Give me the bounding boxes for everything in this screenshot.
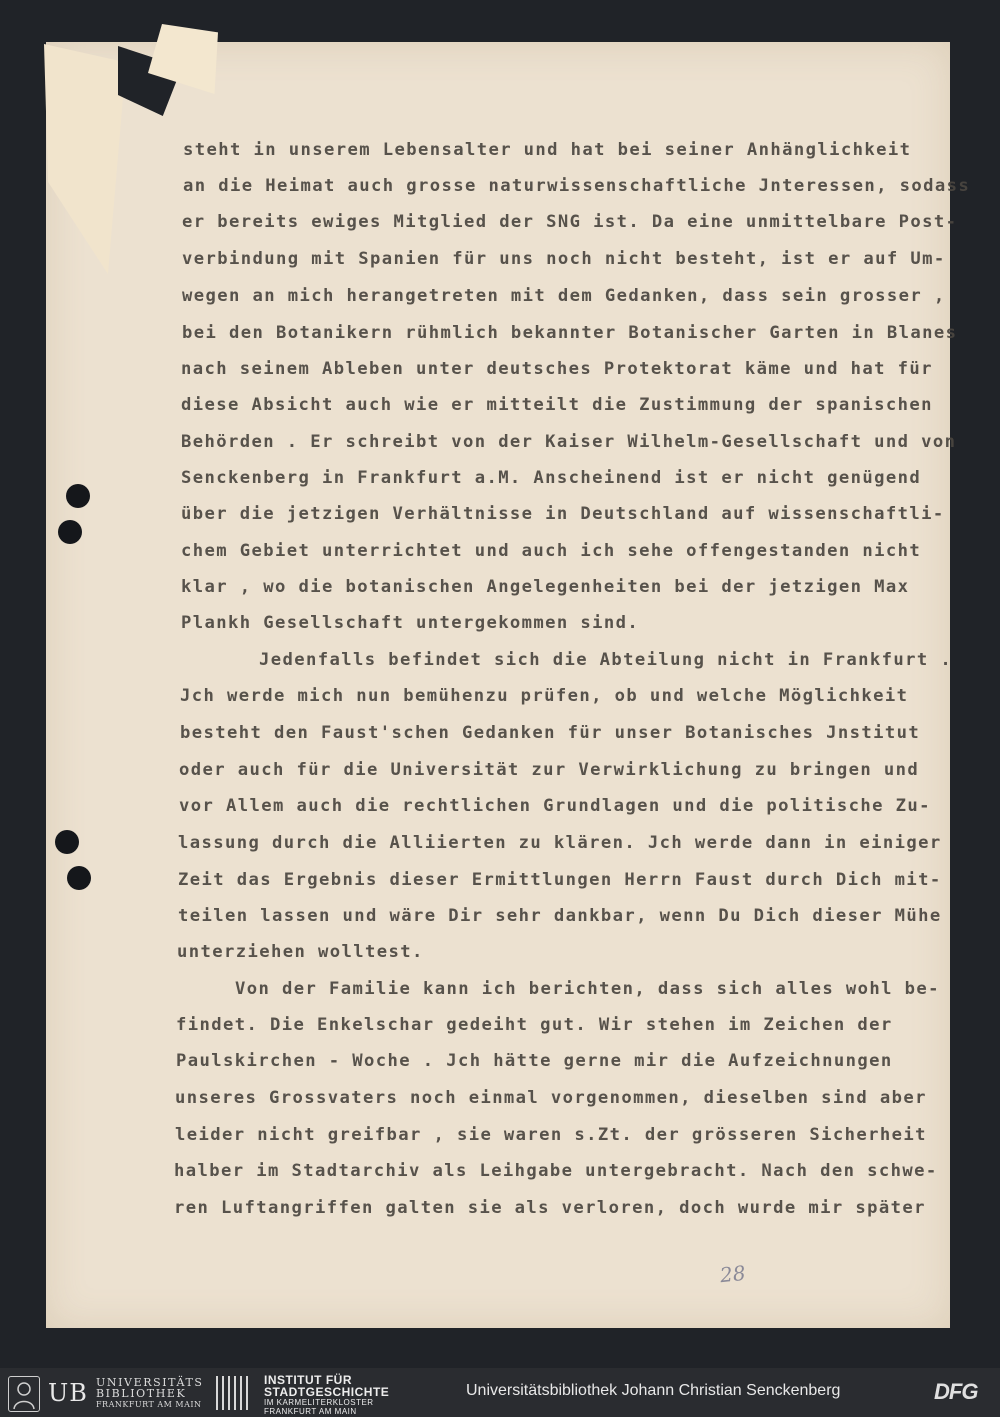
ub-wordmark xyxy=(96,1377,204,1410)
text-line: lassung durch die Alliierten zu klären. Jch werde dann in einiger xyxy=(178,833,942,853)
ub-line-1: UNIVERSITÄTS xyxy=(96,1376,204,1389)
isg-line-1: INSTITUT FÜR xyxy=(264,1373,352,1387)
page-number: 28 xyxy=(718,1260,747,1288)
text-line: Jedenfalls befindet sich die Abteilung nicht in Frankfurt . xyxy=(259,650,953,670)
text-line: Zeit das Ergebnis dieser Ermittlungen Herrn Faust durch Dich mit- xyxy=(178,870,942,890)
footer-bar xyxy=(0,1368,1000,1417)
text-line: an die Heimat auch grosse naturwissenschaftliche Jnteressen, sodass xyxy=(183,176,971,196)
text-line: Jch werde mich nun bemühenzu prüfen, ob und welche Möglichkeit xyxy=(180,686,909,706)
text-line: ren Luftangriffen galten sie als verloren, doch wurde mir später xyxy=(174,1198,926,1218)
ub-letters: UB xyxy=(48,1379,88,1407)
text-line: Senckenberg in Frankfurt a.M. Anscheinend ist er nicht genügend xyxy=(181,468,922,488)
isg-line-2: STADTGESCHICHTE xyxy=(264,1385,390,1399)
text-line: Paulskirchen - Woche . Jch hätte gerne mir die Aufzeichnungen xyxy=(176,1051,893,1071)
ub-portrait-icon xyxy=(8,1376,40,1412)
text-line: klar , wo die botanischen Angelegenheiten bei der jetzigen Max xyxy=(181,577,910,597)
text-line: über die jetzigen Verhältnisse in Deutschland auf wissenschaftli- xyxy=(181,504,945,524)
text-line: unseres Grossvaters noch einmal vorgenommen, dieselben sind aber xyxy=(175,1088,927,1108)
punch-hole xyxy=(66,484,90,508)
text-line: nach seinem Ableben unter deutsches Protektorat käme und hat für xyxy=(181,359,933,379)
text-line: unterziehen wolltest. xyxy=(177,942,424,962)
isg-wordmark[interactable] xyxy=(264,1374,389,1416)
text-line: halber im Stadtarchiv als Leihgabe untergebracht. Nach den schwe- xyxy=(174,1161,938,1181)
text-line: bei den Botanikern rühmlich bekannter Botanischer Garten in Blanes xyxy=(182,323,958,343)
isg-line-3: IM KARMELITERKLOSTER xyxy=(264,1398,374,1407)
ub-line-3: FRANKFURT AM MAIN xyxy=(96,1400,202,1409)
text-line: chem Gebiet unterrichtet und auch ich sehe offengestanden nicht xyxy=(181,541,922,561)
text-line: leider nicht greifbar , sie waren s.Zt. der grösseren Sicherheit xyxy=(175,1125,927,1145)
ub-logo[interactable] xyxy=(8,1376,90,1410)
text-line: vor Allem auch die rechtlichen Grundlagen und die politische Zu- xyxy=(179,796,931,816)
text-line: wegen an mich herangetreten mit dem Gedanken, dass sein grosser , xyxy=(182,286,946,306)
text-line: steht in unserem Lebensalter und hat bei seiner Anhänglichkeit xyxy=(183,140,912,160)
text-line: verbindung mit Spanien für uns noch nicht besteht, ist er auf Um- xyxy=(182,249,946,269)
punch-hole xyxy=(55,830,79,854)
text-line: er bereits ewiges Mitglied der SNG ist. Da eine unmittelbare Post- xyxy=(182,212,958,232)
text-line: Behörden . Er schreibt von der Kaiser Wilhelm-Gesellschaft und von xyxy=(181,432,957,452)
text-line: teilen lassen und wäre Dir sehr dankbar, wenn Du Dich dieser Mühe xyxy=(178,906,942,926)
text-line: Von der Familie kann ich berichten, dass sich alles wohl be- xyxy=(235,979,940,999)
library-name[interactable]: Universitätsbibliothek Johann Christian Senckenberg xyxy=(466,1382,841,1399)
dfg-logo[interactable]: DFG xyxy=(934,1379,978,1404)
isg-line-4: FRANKFURT AM MAIN xyxy=(264,1407,357,1416)
isg-column-icon xyxy=(216,1376,254,1410)
text-line: besteht den Faust'schen Gedanken für unser Botanisches Jnstitut xyxy=(180,723,921,743)
text-line: diese Absicht auch wie er mitteilt die Zustimmung der spanischen xyxy=(181,395,933,415)
text-line: findet. Die Enkelschar gedeiht gut. Wir stehen im Zeichen der xyxy=(176,1015,893,1035)
punch-hole xyxy=(58,520,82,544)
ub-line-2: BIBLIOTHEK xyxy=(96,1387,187,1400)
punch-hole xyxy=(67,866,91,890)
text-line: oder auch für die Universität zur Verwirklichung zu bringen und xyxy=(179,760,920,780)
text-line: Plankh Gesellschaft untergekommen sind. xyxy=(181,613,640,633)
